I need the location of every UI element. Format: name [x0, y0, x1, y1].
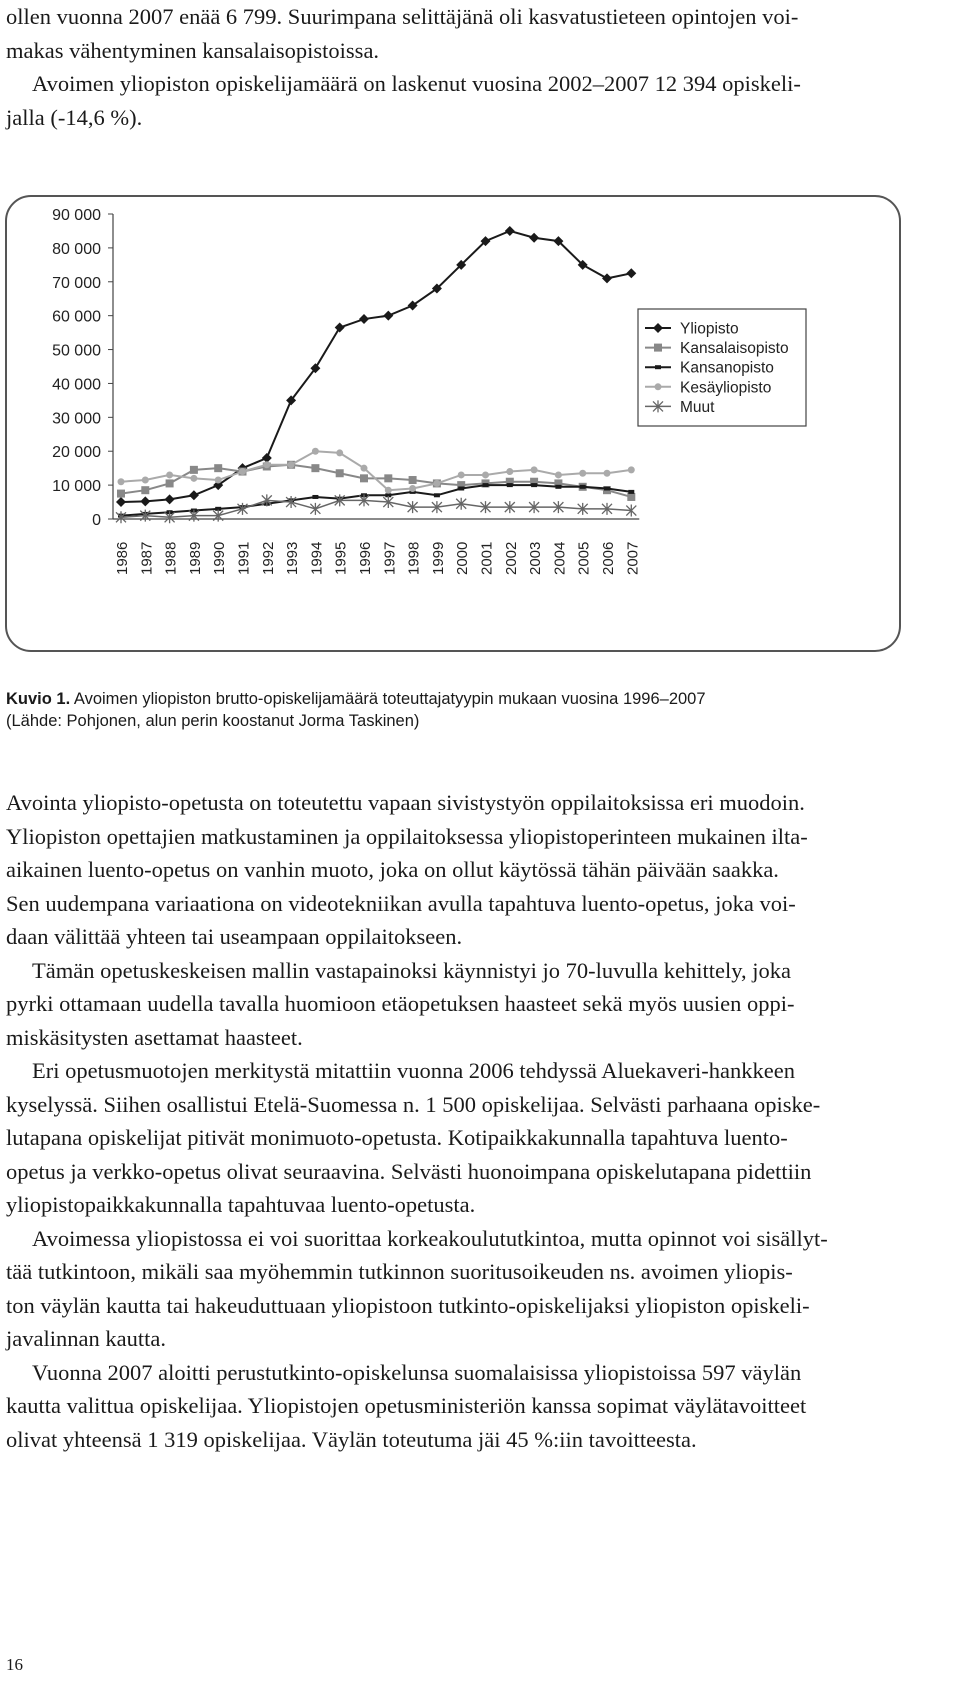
x-tick-label: 1991 [235, 541, 253, 575]
x-tick-label: 1989 [186, 541, 204, 575]
body-paragraph-3 [6, 1054, 954, 1222]
caption-text: Avoimen yliopiston brutto-opiskelijamäärä toteuttajatyypin mukaan vuosina 1996–2007 [70, 690, 706, 708]
point-kansalaisopisto [360, 474, 368, 482]
body-line: Eri opetusmuotojen merkitystä mitattiin vuonna 2006 tehdyssä Aluekaveri-hankkeen [32, 1058, 795, 1083]
body-line: yliopistopaikkakunnalla tapahtuvaa luento-opetusta. [6, 1192, 476, 1217]
y-tick-label: 30 000 [52, 410, 101, 428]
point-yliopisto [359, 314, 369, 324]
body-line: Yliopiston opettajien matkustaminen ja oppilaitoksessa yliopistoperinteen mukainen ilta- [6, 823, 808, 849]
body-line: miskäsitysten asettamat haasteet. [6, 1024, 303, 1050]
point-yliopisto [602, 273, 612, 283]
x-tick-label: 1999 [429, 541, 447, 575]
x-tick-label: 1997 [381, 541, 399, 575]
body-line: opetus ja verkko-opetus olivat seuraavina. Selvästi huonoimpana opiskelutapana pidettiin [6, 1158, 812, 1184]
point-yliopisto [116, 497, 126, 507]
x-tick-label: 2005 [575, 541, 593, 575]
point-kes-yliopisto [409, 485, 416, 492]
point-kes-yliopisto [385, 487, 392, 494]
x-tick-label: 2004 [551, 541, 569, 575]
legend-label: Muut [680, 398, 715, 416]
point-yliopisto [335, 323, 345, 333]
point-kansalaisopisto [311, 464, 319, 472]
body-line: pyrki ottamaan uudella tavalla huomioon etäopetuksen haasteet sekä myös uusien oppi- [6, 991, 795, 1016]
point-kansanopisto [555, 485, 561, 489]
point-kansalaisopisto [409, 476, 417, 484]
point-muut [238, 503, 248, 515]
point-kes-yliopisto [288, 461, 295, 468]
y-tick-label: 20 000 [52, 444, 101, 462]
point-kes-yliopisto [263, 461, 270, 468]
point-kes-yliopisto [604, 470, 611, 477]
y-tick-label: 40 000 [52, 376, 101, 394]
intro-line: makas vähentyminen kansalaisopistoissa. [6, 37, 380, 63]
point-kansalaisopisto [190, 466, 198, 474]
x-tick-label: 2000 [454, 541, 472, 575]
point-kansalaisopisto [214, 464, 222, 472]
point-kansanopisto [434, 493, 440, 497]
x-tick-label: 1990 [211, 541, 229, 575]
body-line: daan välittää yhteen tai useampaan oppilaitokseen. [6, 924, 463, 949]
x-tick-label: 2001 [478, 541, 496, 575]
x-tick-label: 2007 [624, 541, 642, 575]
page-number: 16 [6, 1655, 23, 1674]
point-yliopisto [505, 226, 515, 236]
y-tick-label: 60 000 [52, 308, 101, 326]
body-paragraph-1 [6, 786, 954, 954]
body-line: aikainen luento-opetus on vanhin muoto, joka on ollut käytössä tähän päivään saakka. [6, 857, 779, 882]
y-tick-label: 50 000 [52, 342, 101, 360]
intro-line: Avoimen yliopiston opiskelijamäärä on laskenut vuosina 2002–2007 12 394 opiskeli- [32, 71, 801, 96]
y-tick-label: 80 000 [52, 240, 101, 258]
x-tick-label: 1986 [114, 541, 131, 575]
body-line: Avointa yliopisto-opetusta on toteutettu vapaan sivistystyön oppilaitoksissa eri muodoin. [6, 790, 805, 815]
point-kes-yliopisto [458, 471, 465, 478]
y-tick-label: 70 000 [52, 274, 101, 292]
x-tick-label: 2003 [527, 541, 545, 575]
body-line: Vuonna 2007 aloitti perustutkinto-opiskelunsa suomalaisissa yliopistoissa 597 väylän [32, 1359, 802, 1385]
legend-label: Kesäyliopisto [680, 379, 772, 397]
point-kes-yliopisto [361, 465, 368, 472]
point-kansalaisopisto [166, 479, 174, 487]
body-line: olivat yhteensä 1 319 opiskelijaa. Väylän toteutuma jäi 45 %:iin tavoitteesta. [6, 1426, 697, 1452]
point-kansalaisopisto [336, 469, 344, 477]
intro-line: jalla (-14,6 %). [6, 104, 143, 130]
point-kes-yliopisto [482, 471, 489, 478]
chart-frame [5, 195, 901, 652]
series-line-yliopisto [121, 231, 631, 502]
body-paragraph-5 [6, 1356, 954, 1457]
body-line: lutapana opiskelijat pitivät monimuoto-opetusta. Kotipaikkakunnalla tapahtuva luento- [6, 1125, 788, 1150]
point-yliopisto [189, 490, 199, 500]
point-kes-yliopisto [239, 468, 246, 475]
point-yliopisto [383, 311, 393, 321]
point-kes-yliopisto [142, 477, 149, 484]
point-kansalaisopisto [384, 474, 392, 482]
intro-line: ollen vuonna 2007 enää 6 799. Suurimpana selittäjänä oli kasvatustieteen opintojen voi- [6, 4, 799, 29]
point-kes-yliopisto [118, 478, 125, 485]
x-tick-label: 1988 [162, 541, 180, 575]
point-kes-yliopisto [579, 470, 586, 477]
y-tick-label: 90 000 [52, 207, 101, 224]
point-kes-yliopisto [531, 466, 538, 473]
body-paragraph-2 [6, 954, 954, 1055]
point-kes-yliopisto [628, 466, 635, 473]
x-tick-label: 2002 [502, 541, 520, 575]
point-kansanopisto [483, 483, 489, 487]
body-line: kautta valittua opiskelijaa. Yliopistojen opetusministeriön kanssa sopimat väylätavoitteet [6, 1393, 807, 1418]
point-kansanopisto [628, 490, 634, 494]
point-kes-yliopisto [555, 471, 562, 478]
point-kes-yliopisto [166, 471, 173, 478]
point-yliopisto [140, 496, 150, 506]
intro-text [6, 0, 954, 134]
body-paragraph-4 [6, 1222, 954, 1356]
x-tick-label: 1992 [259, 541, 277, 575]
body-line: Tämän opetuskeskeisen mallin vastapainoksi käynnistyi jo 70-luvulla kehittely, joka [32, 957, 792, 983]
y-tick-label: 0 [92, 512, 101, 529]
x-tick-label: 1995 [332, 541, 350, 575]
point-yliopisto [529, 233, 539, 243]
x-tick-label: 2006 [600, 541, 617, 575]
point-kansanopisto [458, 487, 464, 491]
point-kes-yliopisto [215, 477, 222, 484]
y-tick-label: 10 000 [52, 478, 101, 496]
point-kansanopisto [507, 483, 513, 487]
point-kansanopisto [531, 483, 537, 487]
x-tick-label: 1998 [405, 541, 423, 575]
caption-source: (Lähde: Pohjonen, alun perin koostanut Jorma Taskinen) [6, 712, 420, 730]
x-tick-label: 1996 [357, 541, 374, 575]
point-kes-yliopisto [433, 480, 440, 487]
point-kansanopisto [580, 485, 586, 489]
legend-marker-kansanopisto [655, 365, 661, 369]
point-kansalaisopisto [141, 486, 149, 494]
point-kes-yliopisto [336, 449, 343, 456]
legend-label: Yliopisto [680, 320, 739, 338]
point-yliopisto [165, 494, 175, 504]
point-kansalaisopisto [627, 493, 635, 501]
point-kes-yliopisto [190, 475, 197, 482]
caption-label: Kuvio 1. [6, 690, 71, 708]
point-muut [310, 503, 320, 515]
legend-marker-kes-yliopisto [655, 383, 662, 390]
point-kansalaisopisto [117, 490, 125, 498]
figure-caption [6, 688, 706, 732]
body-line: javalinnan kautta. [6, 1326, 166, 1351]
point-kes-yliopisto [312, 448, 319, 455]
x-tick-label: 1987 [138, 541, 156, 575]
point-kansanopisto [312, 495, 318, 499]
point-kansanopisto [604, 487, 610, 491]
point-kes-yliopisto [506, 468, 513, 475]
x-tick-label: 1993 [284, 541, 302, 575]
body-line: Avoimessa yliopistossa ei voi suorittaa korkeakoulututkintoa, mutta opinnot voi sisällyt- [32, 1225, 828, 1251]
body-line: Sen uudempana variaationa on videotekniikan avulla tapahtuva luento-opetus, joka voi- [6, 890, 796, 916]
legend-marker-kansalaisopisto [654, 344, 662, 352]
line-chart [7, 197, 901, 652]
x-tick-label: 1994 [308, 541, 326, 575]
body-line: ton väylän kautta tai hakeuduttuaan yliopistoon tutkinto-opiskelijaksi yliopiston opiskeli- [6, 1292, 810, 1318]
body-line: kyselyssä. Siihen osallistui Etelä-Suomessa n. 1 500 opiskelijaa. Selvästi parhaana opiske- [6, 1091, 821, 1117]
body-line: tää tutkintoon, mikäli saa myöhemmin tutkinnon suoritusoikeuden ns. avoimen yliopis- [6, 1259, 793, 1284]
point-yliopisto [626, 268, 636, 278]
legend-label: Kansanopisto [680, 359, 774, 377]
legend-label: Kansalaisopisto [680, 340, 789, 358]
